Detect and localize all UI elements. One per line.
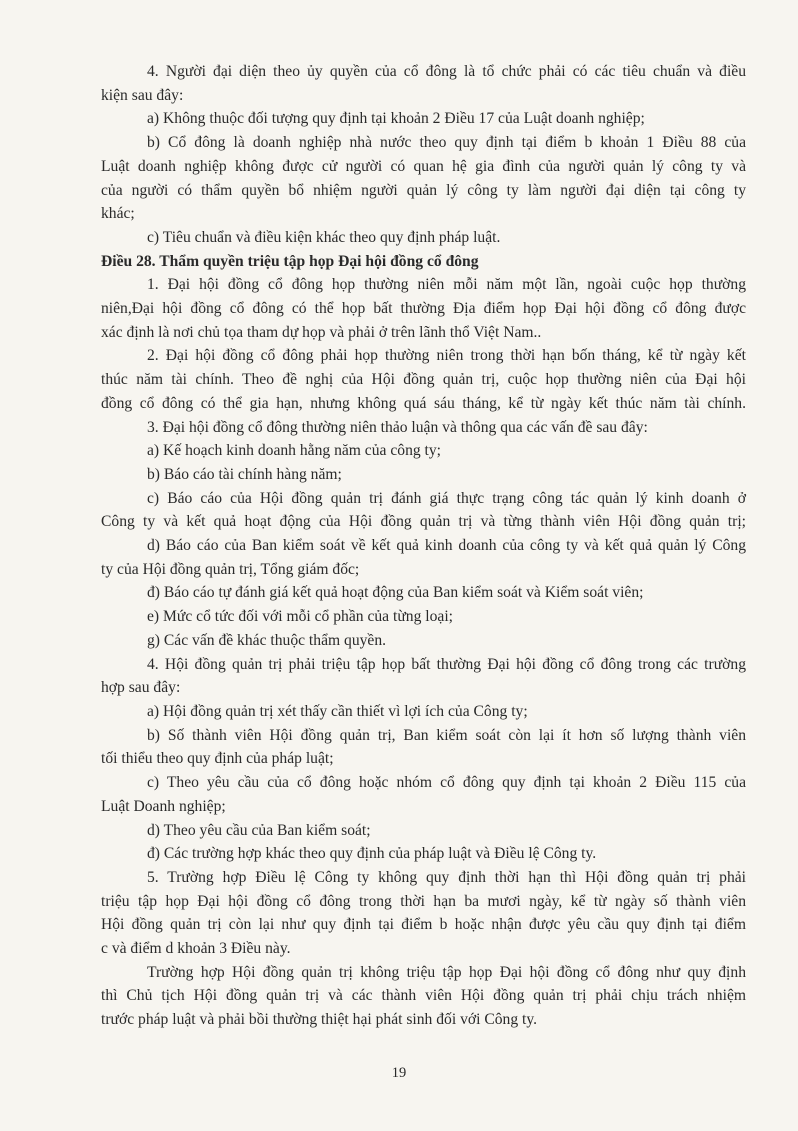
page-number: 19: [391, 1065, 407, 1081]
paragraph-line: 1. Đại hội đồng cổ đông họp thường niên mỗi năm một lần, ngoài cuộc họp thường: [147, 276, 746, 294]
paragraph-line: trước pháp luật và phải bồi thường thiệt hại phát sinh đối với Công ty.: [101, 1011, 538, 1029]
paragraph-line: kiện sau đây:: [101, 86, 184, 104]
paragraph-line: đồng cổ đông có thể gia hạn, nhưng không quá sáu tháng, kể từ ngày kết thúc năm tài chính.: [101, 394, 746, 412]
paragraph-line: Luật Doanh nghiệp;: [101, 797, 226, 815]
paragraph-line: xác định là nơi chủ tọa tham dự họp và phải ở trên lãnh thổ Việt Nam..: [101, 323, 542, 341]
paragraph-line: ty của Hội đồng quản trị, Tổng giám đốc;: [101, 560, 360, 578]
paragraph-line: Công ty và kết quả hoạt động của Hội đồng quản trị và từng thành viên Hội đồng quản trị;: [101, 513, 746, 531]
paragraph-line: của người có thẩm quyền bổ nhiệm người quản lý công ty làm người đại diện tại công ty: [101, 181, 746, 199]
paragraph-line: 3. Đại hội đồng cổ đông thường niên thảo luận và thông qua các vấn đề sau đây:: [147, 418, 648, 436]
paragraph-line: tối thiểu theo quy định của pháp luật;: [101, 750, 334, 768]
paragraph-line: Luật doanh nghiệp không được cử người có quan hệ gia đình của người quản lý công ty và: [101, 157, 746, 175]
paragraph-line: c) Theo yêu cầu của cổ đông hoặc nhóm cổ đông quy định tại khoản 2 Điều 115 của: [147, 774, 746, 792]
paragraph-line: b) Báo cáo tài chính hàng năm;: [147, 465, 342, 483]
paragraph-line: d) Theo yêu cầu của Ban kiểm soát;: [147, 821, 371, 839]
article-heading: Điều 28. Thẩm quyền triệu tập họp Đại hội đồng cổ đông: [101, 252, 479, 270]
paragraph-line: niên,Đại hội đồng cổ đông có thể họp bất thường Địa điểm họp Đại hội đồng cổ đông được: [101, 300, 746, 318]
paragraph-line: e) Mức cổ tức đối với mỗi cổ phần của từng loại;: [147, 608, 453, 626]
paragraph-line: thúc năm tài chính. Theo đề nghị của Hội đồng quản trị, cuộc họp thường niên của Đại hội: [101, 371, 746, 389]
paragraph-line: 4. Người đại diện theo ủy quyền của cổ đông là tổ chức phải có các tiêu chuẩn và điều: [147, 63, 746, 80]
paragraph-line: 5. Trường hợp Điều lệ Công ty không quy định thời hạn thì Hội đồng quản trị phải: [147, 868, 746, 886]
paragraph-line: đ) Báo cáo tự đánh giá kết quả hoạt động của Ban kiểm soát và Kiểm soát viên;: [147, 584, 644, 602]
paragraph-line: c và điểm d khoản 3 Điều này.: [101, 940, 291, 958]
paragraph-line: c) Báo cáo của Hội đồng quản trị đánh giá thực trạng công tác quản lý kinh doanh ở: [147, 489, 746, 507]
paragraph-line: Hội đồng quản trị còn lại như quy định tại điểm b hoặc nhận được yêu cầu quy định tại điểm: [101, 916, 746, 934]
page-body: [101, 60, 746, 1032]
paragraph-line: d) Báo cáo của Ban kiểm soát về kết quả kinh doanh của công ty và kết quả quản lý Công: [147, 537, 746, 555]
paragraph-line: đ) Các trường hợp khác theo quy định của pháp luật và Điều lệ Công ty.: [147, 845, 597, 863]
paragraph-line: thì Chủ tịch Hội đồng quản trị và các thành viên Hội đồng quản trị phải chịu trách nhiệm: [101, 987, 746, 1005]
paragraph-line: hợp sau đây:: [101, 679, 181, 697]
paragraph-line: b) Số thành viên Hội đồng quản trị, Ban kiểm soát còn lại ít hơn số lượng thành viên: [147, 726, 746, 744]
paragraph-line: a) Hội đồng quản trị xét thấy cần thiết vì lợi ích của Công ty;: [147, 702, 528, 720]
paragraph-line: g) Các vấn đề khác thuộc thẩm quyền.: [147, 631, 387, 649]
paragraph-line: Trường hợp Hội đồng quản trị không triệu tập họp Đại hội đồng cổ đông như quy định: [147, 963, 746, 981]
paragraph-line: a) Không thuộc đối tượng quy định tại khoản 2 Điều 17 của Luật doanh nghiệp;: [147, 110, 645, 128]
paragraph-line: c) Tiêu chuẩn và điều kiện khác theo quy định pháp luật.: [147, 228, 501, 246]
paragraph-line: triệu tập họp Đại hội đồng cổ đông trong thời hạn ba mươi ngày, kể từ ngày số thành viên: [101, 892, 746, 910]
paragraph-line: 2. Đại hội đồng cổ đông phải họp thường niên trong thời hạn bốn tháng, kể từ ngày kết: [147, 347, 746, 365]
paragraph-line: a) Kế hoạch kinh doanh hằng năm của công ty;: [147, 442, 442, 460]
paragraph-line: khác;: [101, 205, 135, 223]
paragraph-line: b) Cổ đông là doanh nghiệp nhà nước theo quy định tại điểm b khoản 1 Điều 88 của: [147, 134, 746, 152]
paragraph-line: 4. Hội đồng quản trị phải triệu tập họp bất thường Đại hội đồng cổ đông trong các trường: [147, 655, 746, 673]
